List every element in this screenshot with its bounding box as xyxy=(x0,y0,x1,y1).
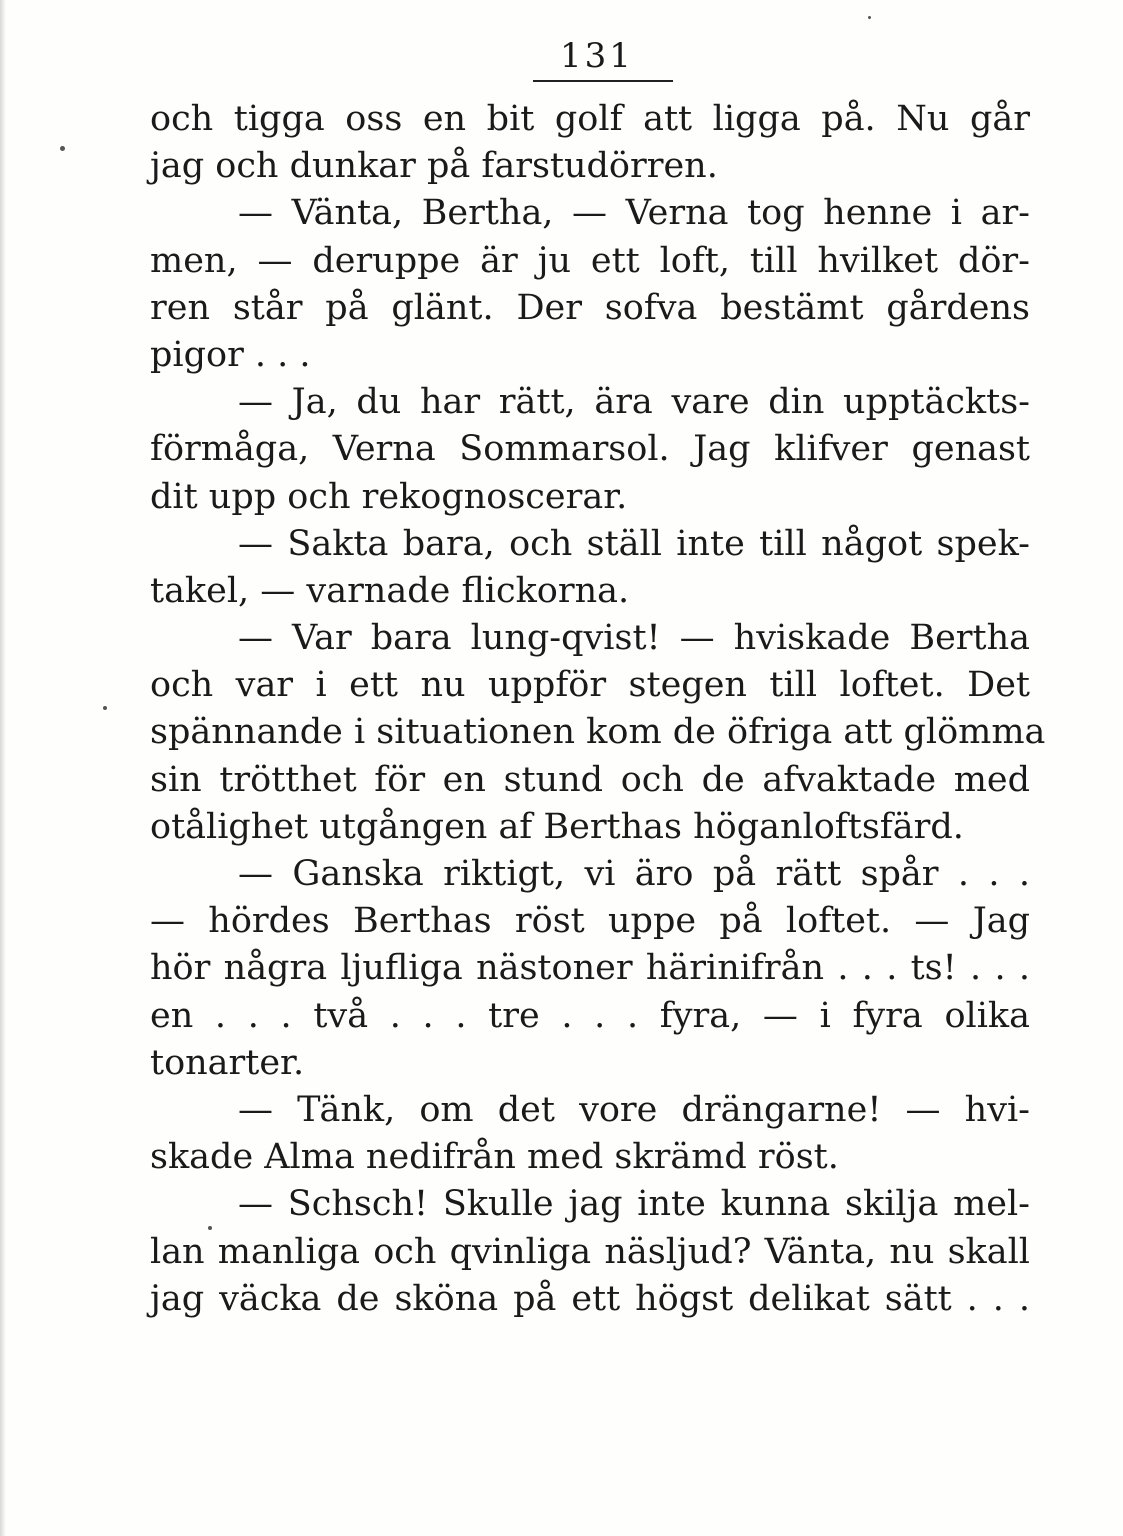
text-line: jag väcka de sköna på ett högst delikat sätt . . . xyxy=(150,1278,1030,1319)
text-line: — Var bara lung-qvist! — hviskade Bertha xyxy=(238,618,1030,659)
print-speck xyxy=(208,1226,212,1230)
text-line: — Ja, du har rätt, ära vare din upptäckts- xyxy=(238,382,1030,423)
text-line: — hördes Berthas röst uppe på loftet. — Jag xyxy=(150,901,1030,942)
print-speck xyxy=(60,146,65,151)
text-line: skade Alma nedifrån med skrämd röst. xyxy=(150,1137,839,1178)
text-line: och var i ett nu uppför stegen till loftet. Det xyxy=(150,665,1030,706)
text-line: jag och dunkar på farstudörren. xyxy=(150,146,718,187)
text-line: — Tänk, om det vore drängarne! — hvi- xyxy=(238,1089,1030,1130)
text-line: ren står på glänt. Der sofva bestämt gårdens xyxy=(150,287,1030,328)
text-line: — Ganska riktigt, vi äro på rätt spår . . . xyxy=(238,854,1030,894)
text-line: pigor . . . xyxy=(150,334,311,375)
page-number-rule xyxy=(533,80,673,82)
text-line: sin trötthet för en stund och de afvaktade med xyxy=(150,759,1030,800)
text-line: tonarter. xyxy=(150,1042,305,1083)
text-line: en . . . två . . . tre . . . fyra, — i fyra olika xyxy=(150,995,1030,1036)
text-line: — Sakta bara, och ställ inte till något spek- xyxy=(238,523,1030,564)
text-line: otålighet utgången af Berthas höganloftsfärd. xyxy=(150,806,964,847)
body-text xyxy=(150,96,1046,1323)
text-line: dit upp och rekognoscerar. xyxy=(150,476,628,517)
text-line: takel, — varnade flickorna. xyxy=(150,570,630,611)
text-line: — Vänta, Bertha, — Verna tog henne i ar- xyxy=(238,193,1030,234)
page-number: 131 xyxy=(560,36,634,76)
print-speck xyxy=(103,706,107,710)
text-line: förmåga, Verna Sommarsol. Jag klifver genast xyxy=(150,429,1030,470)
text-line: och tigga oss en bit golf att ligga på. Nu går xyxy=(150,99,1030,139)
text-line: lan manliga och qvinliga näsljud? Vänta, nu skall xyxy=(150,1231,1030,1272)
text-line: — Schsch! Skulle jag inte kunna skilja mel- xyxy=(238,1184,1030,1225)
text-line: hör några ljufliga nästoner härinifrån . . . ts! . . . xyxy=(150,948,1030,989)
text-line: men, — deruppe är ju ett loft, till hvilket dör- xyxy=(150,240,1030,281)
text-line: spännande i situationen kom de öfriga att glömma xyxy=(150,712,1046,753)
print-speck xyxy=(868,16,871,19)
page-edge-shadow xyxy=(0,0,6,1536)
